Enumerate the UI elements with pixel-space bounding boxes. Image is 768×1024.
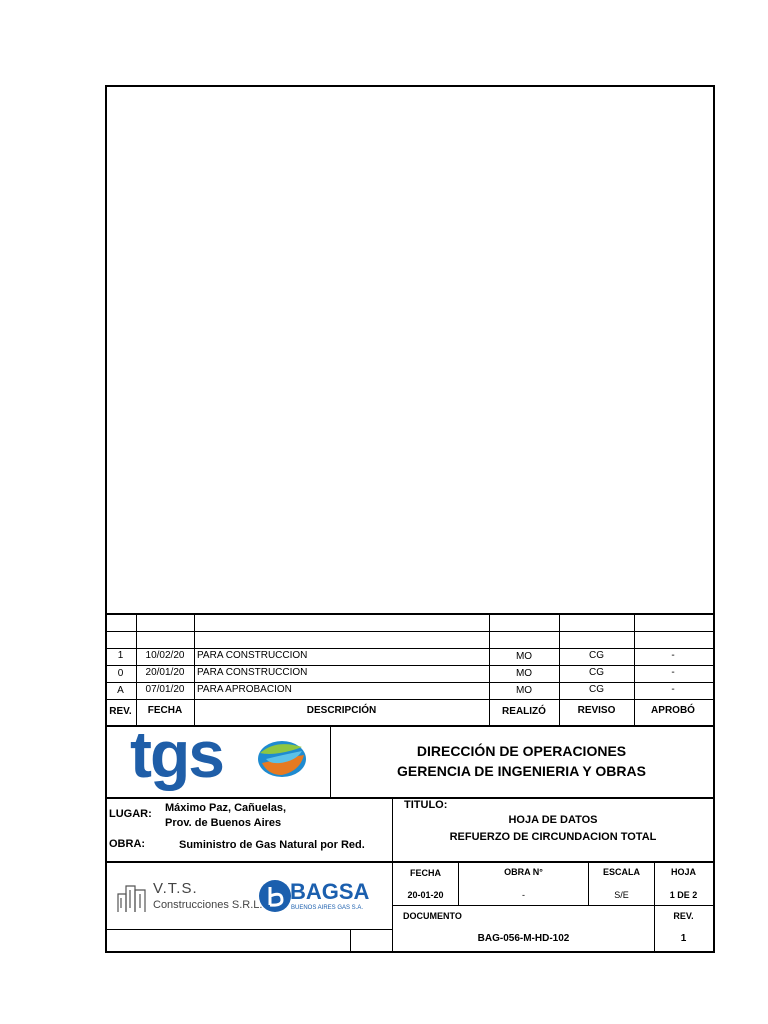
hoja-label: HOJA: [670, 867, 696, 877]
aprobo-cell: -: [671, 667, 675, 678]
company-line-2: GERENCIA DE INGENIERIA Y OBRAS: [397, 763, 646, 779]
bagsa-logo-icon: [258, 879, 292, 913]
escala-label: ESCALA: [602, 867, 640, 877]
obra-numero-label: OBRA N°: [504, 867, 543, 877]
reviso-cell: CG: [589, 650, 604, 661]
lugar-label: LUGAR:: [109, 808, 152, 820]
vts-logo-icon: [115, 880, 149, 914]
aprobo-cell: -: [671, 684, 675, 695]
rev-cell: 0: [117, 668, 124, 679]
fecha-value: 20-01-20: [407, 890, 444, 900]
rev-label: REV.: [673, 911, 694, 921]
aprobo-cell: -: [671, 650, 675, 661]
fecha-cell: 10/02/20: [145, 650, 185, 661]
header-rev: REV.: [109, 706, 132, 717]
lugar-line-1: Máximo Paz, Cañuelas,: [165, 802, 287, 814]
header-realizo: REALIZÓ: [502, 706, 546, 717]
bagsa-subtitle: BUENOS AIRES GAS S.A.: [291, 905, 364, 911]
header-aprobo: APROBÓ: [651, 705, 695, 716]
fecha-cell: 07/01/20: [145, 684, 185, 695]
realizo-cell: MO: [515, 685, 533, 696]
documento-value: BAG-056-M-HD-102: [477, 933, 570, 944]
obra-numero-value: -: [522, 890, 525, 900]
titulo-line-2: REFUERZO DE CIRCUNDACION TOTAL: [449, 831, 657, 843]
rev-cell: A: [117, 685, 124, 696]
header-reviso: REVISO: [577, 705, 616, 716]
bagsa-name: BAGSA: [290, 879, 370, 904]
rev-value: 1: [680, 933, 687, 944]
descripcion-cell: PARA CONSTRUCCION: [197, 667, 308, 678]
escala-value: S/E: [614, 890, 629, 900]
tgs-logo: [130, 717, 310, 793]
fecha-cell: 20/01/20: [145, 667, 185, 678]
realizo-cell: MO: [515, 651, 533, 662]
vts-subtitle: Construcciones S.R.L.: [153, 899, 263, 911]
header-descripcion: DESCRIPCIÓN: [306, 705, 377, 716]
descripcion-cell: PARA APROBACION: [197, 684, 292, 695]
tgs-swirl-icon: [256, 737, 308, 781]
titulo-label: TITULO:: [404, 799, 448, 811]
descripcion-cell: PARA CONSTRUCCION: [197, 650, 308, 661]
obra-label: OBRA:: [109, 838, 146, 850]
obra-value: Suministro de Gas Natural por Red.: [179, 839, 365, 851]
realizo-cell: MO: [515, 668, 533, 679]
reviso-cell: CG: [589, 667, 604, 678]
vts-name: V.T.S.: [153, 880, 198, 897]
company-line-1: DIRECCIÓN DE OPERACIONES: [416, 743, 627, 759]
rev-cell: 1: [117, 650, 124, 661]
titulo-line-1: HOJA DE DATOS: [508, 814, 598, 826]
tgs-logo-text: tgs: [130, 717, 223, 791]
fecha-label: FECHA: [410, 868, 441, 878]
documento-label: DOCUMENTO: [403, 911, 462, 921]
header-fecha: FECHA: [147, 705, 183, 716]
hoja-value: 1 DE 2: [669, 890, 698, 900]
reviso-cell: CG: [589, 684, 604, 695]
lugar-line-2: Prov. de Buenos Aires: [165, 817, 282, 829]
